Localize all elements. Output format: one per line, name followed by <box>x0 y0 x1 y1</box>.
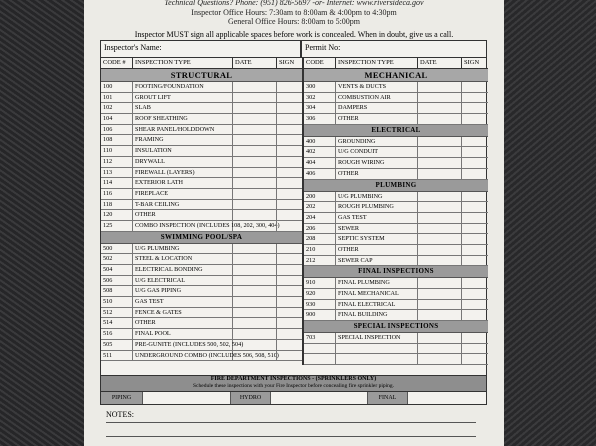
date-field[interactable] <box>418 137 462 147</box>
table-row <box>304 310 488 321</box>
table-row <box>101 297 302 308</box>
table-row <box>304 158 488 169</box>
date-field[interactable] <box>233 125 277 135</box>
date-field[interactable] <box>233 244 277 254</box>
inspection-code: 120 <box>101 210 133 220</box>
inspection-card <box>84 0 504 446</box>
sign-field[interactable] <box>277 244 302 254</box>
date-field[interactable] <box>233 318 277 328</box>
inspection-code: 112 <box>101 157 133 167</box>
sign-field[interactable] <box>462 310 488 320</box>
inspection-code: 208 <box>304 234 336 244</box>
inspection-type: INSULATION <box>133 146 233 156</box>
sign-field[interactable] <box>462 114 488 124</box>
table-row <box>304 354 488 365</box>
inspection-type: SHEAR PANEL/HOLDDOWN <box>133 125 233 135</box>
date-field[interactable] <box>418 256 462 266</box>
inspection-type: SPECIAL INSPECTION <box>336 333 418 343</box>
table-row <box>304 344 488 355</box>
table-row <box>101 351 302 362</box>
inspection-code: 510 <box>101 297 133 307</box>
inspection-type: FINAL BUILDING <box>336 310 418 320</box>
table-row <box>101 308 302 319</box>
inspection-code: 202 <box>304 202 336 212</box>
col-sign: SIGN <box>279 59 295 66</box>
inspection-type: DRYWALL <box>133 157 233 167</box>
fire-inspection-row <box>100 391 487 405</box>
inspection-code: 406 <box>304 169 336 179</box>
inspection-type: SLAB <box>133 103 233 113</box>
inspection-type: U/G ELECTRICAL <box>133 276 233 286</box>
fire-hydro-field[interactable] <box>271 392 368 404</box>
inspection-type: EXTERIOR LATH <box>133 178 233 188</box>
date-field[interactable] <box>418 354 462 364</box>
date-field[interactable] <box>418 310 462 320</box>
date-field[interactable] <box>233 82 277 92</box>
col-code: CODE # <box>101 57 133 68</box>
inspection-type: ROOF SHEATHING <box>133 114 233 124</box>
sign-field[interactable] <box>462 333 488 343</box>
date-field[interactable] <box>233 146 277 156</box>
date-field[interactable] <box>233 200 277 210</box>
inspection-type: UNDERGROUND COMBO (INCLUDES 506, 508, 510) <box>135 351 279 359</box>
inspection-type: FINAL PLUMBING <box>336 278 418 288</box>
sign-field[interactable] <box>277 103 302 113</box>
fire-hydro-label: HYDRO <box>231 392 271 404</box>
inspection-code: 511 <box>101 351 133 361</box>
table-row <box>101 125 302 136</box>
permit-no-label: Permit No: <box>305 43 341 52</box>
table-row <box>304 114 488 125</box>
sign-field[interactable] <box>277 276 302 286</box>
table-row <box>304 256 488 267</box>
right-column <box>302 57 488 365</box>
inspection-code: 302 <box>304 93 336 103</box>
date-field[interactable] <box>233 340 277 350</box>
inspection-type: ROUGH WIRING <box>336 158 418 168</box>
inspection-type: U/G GAS PIPING <box>133 286 233 296</box>
inspection-type: FIREWALL (LAYERS) <box>133 168 233 178</box>
inspection-code: 125 <box>101 221 133 231</box>
table-row <box>304 289 488 300</box>
table-row <box>101 103 302 114</box>
date-field[interactable] <box>418 93 462 103</box>
sign-field[interactable] <box>277 265 302 275</box>
date-field[interactable] <box>418 82 462 92</box>
fire-title: FIRE DEPARTMENT INSPECTIONS - (SPRINKLERS ONLY) <box>210 376 377 382</box>
inspection-code: 300 <box>304 82 336 92</box>
col-sign-right: SIGN <box>464 59 480 66</box>
date-field[interactable] <box>418 158 462 168</box>
sign-field[interactable] <box>462 354 488 364</box>
sign-field[interactable] <box>277 340 302 350</box>
col-type: INSPECTION TYPE <box>133 57 233 68</box>
inspection-code: 200 <box>304 192 336 202</box>
sign-field[interactable] <box>462 278 488 288</box>
table-row <box>304 213 488 224</box>
table-row <box>101 244 302 255</box>
sign-field[interactable] <box>277 200 302 210</box>
inspector-name-label: Inspector's Name: <box>101 41 302 57</box>
date-field[interactable] <box>233 103 277 113</box>
inspection-code: 108 <box>101 135 133 145</box>
sign-field[interactable] <box>462 103 488 113</box>
inspection-type: FOOTING/FOUNDATION <box>133 82 233 92</box>
table-row <box>101 168 302 179</box>
inspection-code: 102 <box>101 103 133 113</box>
inspection-code: 106 <box>101 125 133 135</box>
date-field[interactable] <box>233 178 277 188</box>
inspection-type: SEPTIC SYSTEM <box>336 234 418 244</box>
inspection-code: 204 <box>304 213 336 223</box>
table-row <box>304 82 488 93</box>
sign-field[interactable] <box>277 189 302 199</box>
background-right <box>504 0 596 446</box>
inspection-code: 116 <box>101 189 133 199</box>
date-field[interactable] <box>418 213 462 223</box>
sign-field[interactable] <box>462 93 488 103</box>
date-field[interactable] <box>233 135 277 145</box>
inspection-code: 910 <box>304 278 336 288</box>
date-field[interactable] <box>233 286 277 296</box>
date-field[interactable] <box>418 169 462 179</box>
sign-field[interactable] <box>462 158 488 168</box>
sign-field[interactable] <box>277 210 302 220</box>
inspection-code: 306 <box>304 114 336 124</box>
inspection-type: OTHER <box>336 169 418 179</box>
sign-field[interactable] <box>462 224 488 234</box>
table-row <box>101 146 302 157</box>
inspection-type: ROUGH PLUMBING <box>336 202 418 212</box>
inspection-code: 506 <box>101 276 133 286</box>
date-field[interactable] <box>233 189 277 199</box>
header-line2: Inspector Office Hours: 7:30am to 8:00am & 4:00pm to 4:30pm <box>191 8 397 17</box>
table-row <box>304 192 488 203</box>
inspection-type: VENTS & DUCTS <box>336 82 418 92</box>
inspection-type: FINAL MECHANICAL <box>336 289 418 299</box>
notes-line <box>106 422 476 423</box>
table-row <box>101 114 302 125</box>
table-row <box>304 300 488 311</box>
table-row <box>304 224 488 235</box>
inspection-code: 920 <box>304 289 336 299</box>
inspection-code: 402 <box>304 147 336 157</box>
sign-field[interactable] <box>277 157 302 167</box>
date-field[interactable] <box>233 93 277 103</box>
date-field[interactable] <box>233 254 277 264</box>
table-row <box>304 147 488 158</box>
inspection-type: U/G PLUMBING <box>133 244 233 254</box>
inspection-type: OTHER <box>133 210 233 220</box>
date-field[interactable] <box>233 297 277 307</box>
inspection-code: 101 <box>101 93 133 103</box>
col-type-right: INSPECTION TYPE <box>336 57 418 68</box>
background-left <box>0 0 84 446</box>
fire-note: Schedule these inspections with your Fire Inspector before concealing fire sprinkler piping. <box>193 383 394 389</box>
inspection-code: 500 <box>101 244 133 254</box>
date-field[interactable] <box>233 351 277 361</box>
table-row <box>304 137 488 148</box>
sign-field[interactable] <box>462 344 488 354</box>
inspection-type: OTHER <box>336 245 418 255</box>
inspection-code: 900 <box>304 310 336 320</box>
table-row <box>304 245 488 256</box>
table-row <box>101 200 302 211</box>
date-field[interactable] <box>233 308 277 318</box>
inspection-type: U/G CONDUIT <box>336 147 418 157</box>
col-date-right: DATE <box>418 57 462 68</box>
inspection-code: 504 <box>101 265 133 275</box>
inspection-code: 118 <box>101 200 133 210</box>
table-row <box>101 178 302 189</box>
section-pool: SWIMMING POOL/SPA <box>101 232 302 244</box>
sign-field[interactable] <box>277 168 302 178</box>
date-field[interactable] <box>233 210 277 220</box>
inspection-code: 104 <box>101 114 133 124</box>
table-row <box>101 276 302 287</box>
sign-field[interactable] <box>277 221 302 231</box>
inspection-code: 514 <box>101 318 133 328</box>
inspection-type: DAMPERS <box>336 103 418 113</box>
sign-field[interactable] <box>277 308 302 318</box>
date-field[interactable] <box>418 192 462 202</box>
inspection-type: GAS TEST <box>336 213 418 223</box>
date-field[interactable] <box>418 344 462 354</box>
inspection-type: FIREPLACE <box>133 189 233 199</box>
inspection-code <box>304 354 336 364</box>
sign-field[interactable] <box>277 318 302 328</box>
date-field[interactable] <box>418 114 462 124</box>
table-row <box>101 93 302 104</box>
date-field[interactable] <box>418 234 462 244</box>
section-plumbing: PLUMBING <box>304 180 488 192</box>
table-row <box>101 157 302 168</box>
inspection-code: 930 <box>304 300 336 310</box>
inspection-code: 304 <box>304 103 336 113</box>
section-special: SPECIAL INSPECTIONS <box>304 321 488 333</box>
inspection-code: 508 <box>101 286 133 296</box>
sign-field[interactable] <box>277 146 302 156</box>
sign-field[interactable] <box>462 137 488 147</box>
table-row <box>101 189 302 200</box>
date-field[interactable] <box>233 221 277 231</box>
table-row <box>304 169 488 180</box>
inspection-code: 502 <box>101 254 133 264</box>
sign-field[interactable] <box>277 125 302 135</box>
inspection-type: STEEL & LOCATION <box>133 254 233 264</box>
date-field[interactable] <box>418 224 462 234</box>
inspection-code: 114 <box>101 178 133 188</box>
sign-field[interactable] <box>462 82 488 92</box>
section-final: FINAL INSPECTIONS <box>304 266 488 278</box>
inspection-code: 206 <box>304 224 336 234</box>
inspection-type: GAS TEST <box>133 297 233 307</box>
inspection-type: COMBO INSPECTION (INCLUDES 108, 202, 300, 404) <box>135 221 280 229</box>
sign-field[interactable] <box>277 329 302 339</box>
table-row <box>101 221 302 232</box>
inspection-type: GROUT LIFT <box>133 93 233 103</box>
inspection-type: FINAL POOL <box>133 329 233 339</box>
table-row <box>101 329 302 340</box>
table-row <box>304 234 488 245</box>
section-electrical: ELECTRICAL <box>304 125 488 137</box>
sign-field[interactable] <box>277 178 302 188</box>
sign-field[interactable] <box>277 297 302 307</box>
header-line1: Technical Questions? Phone: (951) 826-5697 -or- Internet: www.riversideca.gov <box>164 0 424 7</box>
inspection-type: OTHER <box>133 318 233 328</box>
date-field[interactable] <box>418 300 462 310</box>
table-row <box>101 210 302 221</box>
date-field[interactable] <box>418 278 462 288</box>
inspection-code: 212 <box>304 256 336 266</box>
instruction-text: Inspector MUST sign all applicable spaces before work is concealed. When in doubt, give us a call. <box>134 30 454 39</box>
left-column <box>101 57 302 361</box>
inspection-code: 505 <box>101 340 133 350</box>
date-field[interactable] <box>418 103 462 113</box>
section-mechanical: MECHANICAL <box>304 69 488 82</box>
inspection-type: FENCE & GATES <box>133 308 233 318</box>
table-row <box>101 340 302 351</box>
sign-field[interactable] <box>462 234 488 244</box>
date-field[interactable] <box>233 157 277 167</box>
sign-field[interactable] <box>462 245 488 255</box>
inspection-type: SEWER <box>336 224 418 234</box>
fire-final-label: FINAL <box>368 392 408 404</box>
sign-field[interactable] <box>462 169 488 179</box>
table-row <box>101 135 302 146</box>
inspection-type: FRAMING <box>133 135 233 145</box>
table-row <box>304 93 488 104</box>
table-row <box>101 265 302 276</box>
sign-field[interactable] <box>277 254 302 264</box>
col-date: DATE <box>233 57 277 68</box>
inspection-type: COMBUSTION AIR <box>336 93 418 103</box>
sign-field[interactable] <box>462 202 488 212</box>
section-structural: STRUCTURAL <box>101 69 302 82</box>
inspection-type: GROUNDING <box>336 137 418 147</box>
table-row <box>101 286 302 297</box>
date-field[interactable] <box>233 265 277 275</box>
sign-field[interactable] <box>277 286 302 296</box>
sign-field[interactable] <box>277 351 302 361</box>
table-row <box>304 333 488 344</box>
sign-field[interactable] <box>462 147 488 157</box>
sign-field[interactable] <box>462 213 488 223</box>
date-field[interactable] <box>233 329 277 339</box>
fire-department-banner <box>100 375 487 392</box>
table-row <box>304 202 488 213</box>
inspection-code <box>304 344 336 354</box>
date-field[interactable] <box>418 202 462 212</box>
fire-final-field[interactable] <box>408 392 486 404</box>
inspection-code: 512 <box>101 308 133 318</box>
date-field[interactable] <box>233 168 277 178</box>
inspection-table <box>100 40 487 376</box>
notes-line <box>106 436 476 437</box>
sign-field[interactable] <box>277 93 302 103</box>
sign-field[interactable] <box>462 289 488 299</box>
sign-field[interactable] <box>277 82 302 92</box>
header-line3: General Office Hours: 8:00am to 5:00pm <box>227 17 361 26</box>
inspection-code: 703 <box>304 333 336 343</box>
date-field[interactable] <box>418 245 462 255</box>
inspection-code: 100 <box>101 82 133 92</box>
fire-piping-label: PIPING <box>101 392 143 404</box>
inspection-type: FINAL ELECTRICAL <box>336 300 418 310</box>
inspection-code: 400 <box>304 137 336 147</box>
fire-piping-field[interactable] <box>143 392 231 404</box>
col-code-right: CODE <box>304 57 336 68</box>
inspection-type: T-BAR CEILING <box>133 200 233 210</box>
table-row <box>304 103 488 114</box>
inspection-code: 210 <box>304 245 336 255</box>
inspection-type <box>336 344 418 354</box>
inspection-type: OTHER <box>336 114 418 124</box>
date-field[interactable] <box>418 289 462 299</box>
table-row <box>101 82 302 93</box>
inspection-code: 113 <box>101 168 133 178</box>
inspection-code: 404 <box>304 158 336 168</box>
inspection-type <box>336 354 418 364</box>
inspection-type: U/G PLUMBING <box>336 192 418 202</box>
notes-label: NOTES: <box>106 410 134 419</box>
sign-field[interactable] <box>277 114 302 124</box>
sign-field[interactable] <box>462 300 488 310</box>
date-field[interactable] <box>233 276 277 286</box>
sign-field[interactable] <box>462 192 488 202</box>
inspection-type: ELECTRICAL BONDING <box>133 265 233 275</box>
date-field[interactable] <box>233 114 277 124</box>
inspection-code: 110 <box>101 146 133 156</box>
date-field[interactable] <box>418 333 462 343</box>
inspection-code: 516 <box>101 329 133 339</box>
sign-field[interactable] <box>277 135 302 145</box>
table-row <box>304 278 488 289</box>
inspection-type: PRE-GUNITE (INCLUDES 500, 502, 504) <box>135 340 244 348</box>
inspection-type: SEWER CAP <box>336 256 418 266</box>
sign-field[interactable] <box>462 256 488 266</box>
table-row <box>101 318 302 329</box>
table-row <box>101 254 302 265</box>
date-field[interactable] <box>418 147 462 157</box>
